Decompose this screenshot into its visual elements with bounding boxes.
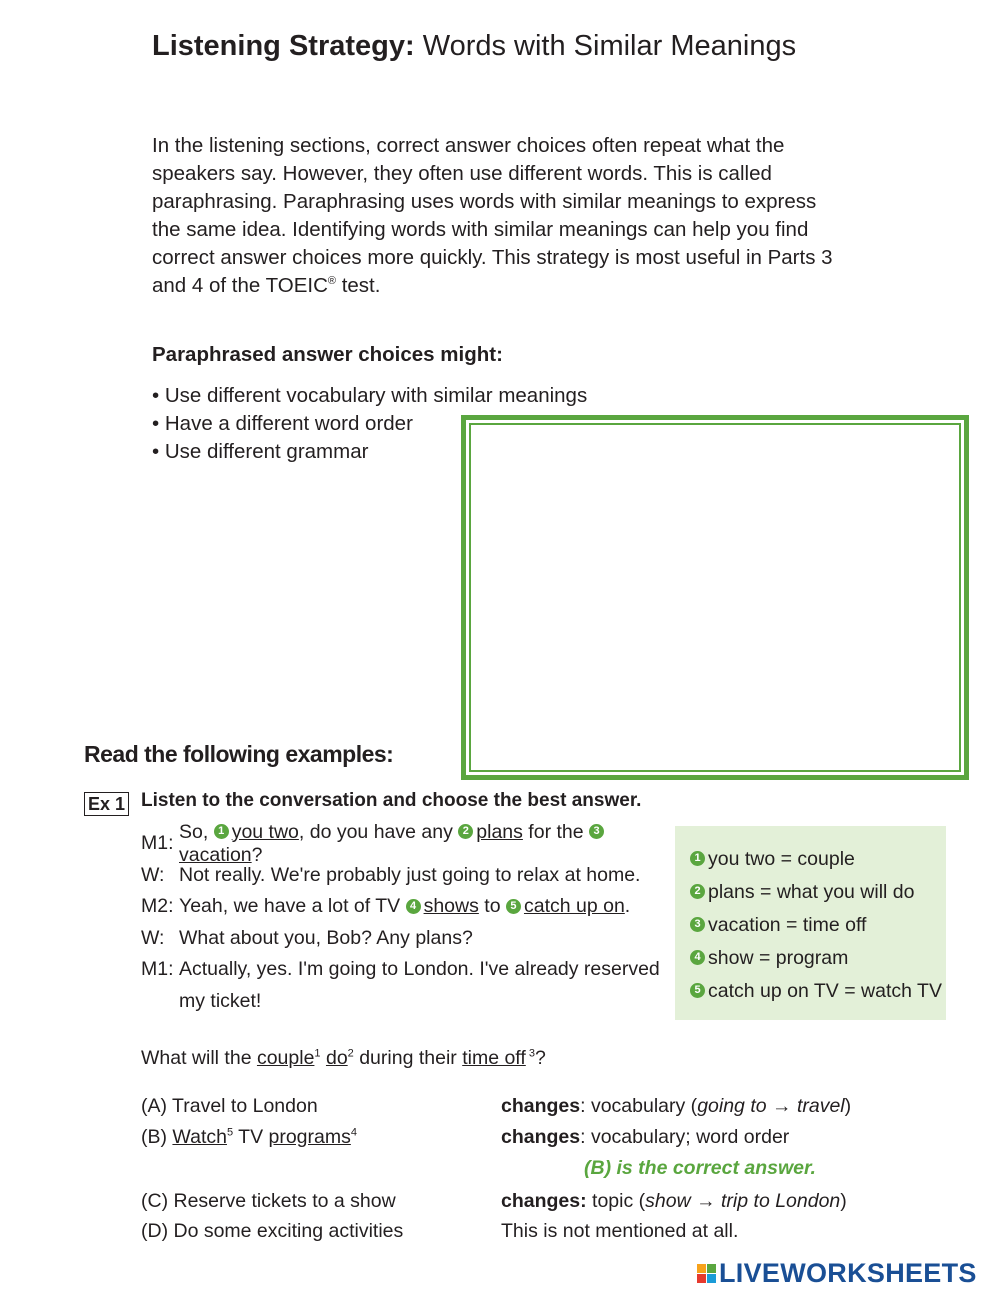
- text: : vocabulary; word order: [580, 1126, 790, 1148]
- keyword: couple: [256, 1047, 315, 1069]
- synonym-text: show = program: [708, 947, 849, 969]
- text: ): [844, 1095, 852, 1117]
- speaker: M1:: [141, 958, 174, 981]
- text: travel: [796, 1095, 845, 1117]
- answer-box[interactable]: [461, 415, 969, 780]
- text: .: [624, 895, 631, 918]
- intro-line: paraphrasing. Paraphrasing uses words with similar meanings to express: [152, 190, 817, 213]
- superscript: 1: [314, 1047, 321, 1060]
- text: going to: [697, 1095, 767, 1117]
- text: topic (: [586, 1190, 646, 1212]
- dialog-text: Actually, yes. I'm going to London. I've already reserved: [179, 958, 660, 981]
- option-b: [141, 1126, 357, 1149]
- intro-line: [152, 272, 942, 300]
- dialog-continuation: my ticket!: [179, 989, 262, 1012]
- logo-square: [707, 1264, 716, 1273]
- option-a-changes: [501, 1095, 851, 1118]
- speaker: M1:: [141, 832, 174, 855]
- logo-square: [707, 1274, 716, 1283]
- synonym-row: [690, 942, 946, 975]
- list-item: • Use different grammar: [152, 438, 587, 466]
- keyword: time off: [462, 1047, 526, 1069]
- page-title: [152, 30, 796, 63]
- keyword: plans: [476, 820, 523, 843]
- option-d: (D) Do some exciting activities: [141, 1220, 404, 1242]
- option-d-note: This is not mentioned at all.: [501, 1220, 739, 1242]
- dialog-line: [141, 820, 671, 866]
- logo-text: LIVEWORKSHEETS: [719, 1258, 977, 1288]
- intro-line: the same idea. Identifying words with similar meanings can help you find: [152, 218, 809, 241]
- changes-label: changes: [501, 1126, 581, 1148]
- dialog-text: What about you, Bob? Any plans?: [179, 926, 473, 949]
- synonym-row: [690, 975, 946, 1008]
- number-4-icon: 4: [406, 899, 421, 914]
- list-item: • Have a different word order: [152, 410, 587, 438]
- text: TV: [233, 1126, 269, 1148]
- changes-label: changes: [501, 1095, 581, 1117]
- speaker: M2:: [141, 895, 174, 918]
- speaker: W:: [141, 926, 165, 949]
- text: , do you have any: [298, 820, 459, 843]
- option-a: (A) Travel to London: [141, 1095, 318, 1117]
- superscript: 4: [350, 1126, 357, 1139]
- text: to: [478, 895, 506, 918]
- read-examples-heading: Read the following examples:: [84, 741, 394, 767]
- logo-grid-icon: [697, 1264, 716, 1283]
- dialog-text: [179, 821, 671, 867]
- intro-line: In the listening sections, correct answer choices often repeat what the: [152, 134, 785, 157]
- keyword: vacation: [179, 843, 252, 866]
- dialog-line: [141, 954, 671, 986]
- superscript: 3: [525, 1047, 535, 1060]
- synonym-text: catch up on TV = watch TV: [708, 980, 942, 1002]
- number-4-icon: 4: [690, 950, 705, 965]
- example-badge: Ex 1: [84, 792, 129, 816]
- synonym-text: vacation = time off: [708, 914, 867, 936]
- synonym-row: [690, 876, 946, 909]
- text: So,: [179, 820, 214, 843]
- registered-mark: ®: [327, 275, 336, 288]
- title-bold: Listening Strategy:: [152, 30, 415, 62]
- text: Yeah, we have a lot of TV: [179, 895, 406, 918]
- synonym-row: [690, 909, 946, 942]
- intro-last-end: test.: [336, 274, 381, 297]
- conversation: [141, 820, 671, 1017]
- number-1-icon: 1: [690, 851, 705, 866]
- liveworksheets-logo: [697, 1258, 977, 1289]
- example-instruction: Listen to the conversation and choose the best answer.: [141, 790, 642, 811]
- text: What will the: [141, 1047, 257, 1069]
- option-c-changes: [501, 1190, 847, 1213]
- number-5-icon: 5: [506, 899, 521, 914]
- number-3-icon: 3: [589, 824, 604, 839]
- dialog-line: [141, 860, 671, 892]
- changes-label: changes:: [501, 1190, 587, 1212]
- paraphrased-heading: Paraphrased answer choices might:: [152, 343, 503, 366]
- text: ?: [251, 843, 263, 866]
- text: ?: [534, 1047, 546, 1069]
- text: : vocabulary (: [580, 1095, 698, 1117]
- number-2-icon: 2: [690, 884, 705, 899]
- logo-square: [697, 1274, 706, 1283]
- dialog-text: Not really. We're probably just going to relax at home.: [179, 863, 641, 886]
- keyword: catch up on: [523, 895, 625, 918]
- number-2-icon: 2: [458, 824, 473, 839]
- text: during their: [353, 1047, 463, 1069]
- arrow-icon: →: [766, 1095, 797, 1117]
- keyword: shows: [423, 895, 479, 918]
- text: show: [645, 1190, 691, 1212]
- list-item: • Use different vocabulary with similar meanings: [152, 382, 587, 410]
- dialog-line: [141, 923, 671, 955]
- synonym-text: plans = what you will do: [708, 881, 915, 903]
- dialog-text: [179, 895, 630, 918]
- number-5-icon: 5: [690, 983, 705, 998]
- superscript: 2: [347, 1047, 354, 1060]
- intro-line: correct answer choices more quickly. This strategy is most useful in Parts 3: [152, 246, 833, 269]
- question: [141, 1047, 546, 1070]
- correct-answer-note: (B) is the correct answer.: [584, 1157, 816, 1179]
- title-rest: Words with Similar Meanings: [422, 30, 797, 62]
- number-1-icon: 1: [214, 824, 229, 839]
- text: trip to London: [721, 1190, 841, 1212]
- intro-paragraph: [152, 132, 942, 300]
- keyword: Watch: [172, 1126, 227, 1148]
- dialog-line: [141, 891, 671, 923]
- synonym-row: [690, 843, 946, 876]
- text: ): [840, 1190, 847, 1212]
- text: for the: [522, 820, 590, 843]
- intro-last-start: and 4 of the TOEIC: [152, 274, 328, 297]
- keyword: programs: [268, 1126, 351, 1148]
- intro-line: speakers say. However, they often use different words. This is called: [152, 162, 772, 185]
- synonym-text: you two = couple: [708, 848, 855, 870]
- number-3-icon: 3: [690, 917, 705, 932]
- superscript: 5: [226, 1126, 234, 1139]
- answer-box-inner-border: [469, 423, 961, 772]
- speaker: W:: [141, 863, 165, 886]
- synonym-box: [675, 826, 946, 1020]
- arrow-icon: →: [690, 1190, 722, 1212]
- option-b-changes: [501, 1126, 789, 1149]
- text: (B): [141, 1126, 173, 1148]
- keyword: do: [325, 1047, 348, 1069]
- logo-square: [697, 1264, 706, 1273]
- keyword: you two: [231, 820, 299, 843]
- option-c: (C) Reserve tickets to a show: [141, 1190, 396, 1212]
